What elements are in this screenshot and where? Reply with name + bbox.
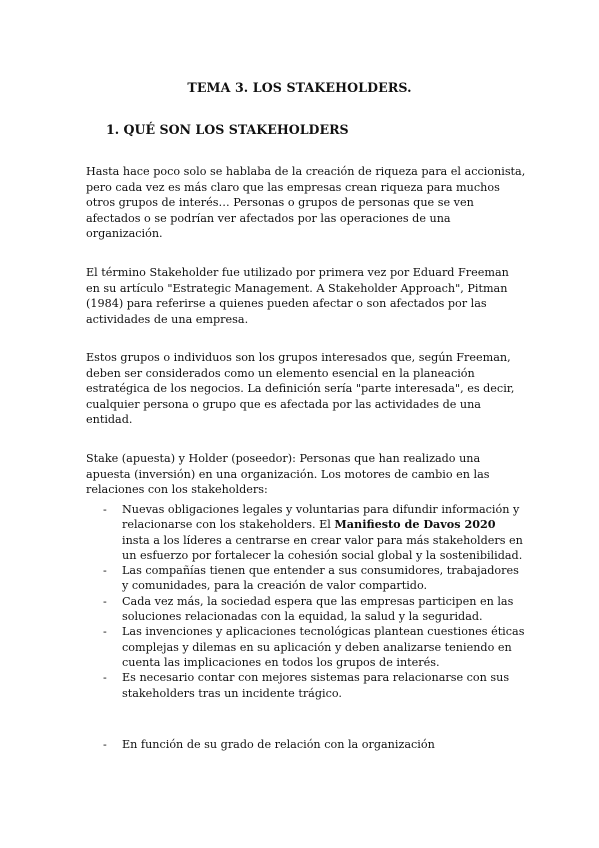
document-title: TEMA 3. LOS STAKEHOLDERS. (187, 80, 412, 95)
bullet-dash: - (103, 503, 107, 516)
bullet-dash: - (103, 671, 107, 685)
paragraph-1: Hasta hace poco solo se hablaba de la creación de riqueza para el accionista, pero cada vez es más claro que las empresas crean riqueza para muchos otros grupos de interés… Personas o grupos de personas que se ven afectados o se podrían ver afectados por las operaciones de una organización. (86, 165, 526, 240)
bullet-dash: - (103, 594, 107, 608)
list-item-text-cont: insta a los líderes a centrarse en crear valor para más stakeholders en un esfuerzo por fortalecer la cohesión social global y la sostenibilidad. (122, 533, 523, 562)
list-item-bold-text: Manifiesto de Davos 2020 (334, 517, 496, 532)
list-item (86, 502, 526, 563)
bullet-list-secondary (86, 737, 526, 752)
paragraph-4: Stake (apuesta) y Holder (poseedor): Personas que han realizado una apuesta (inversión) en una organización. Los motores de cambio en las relaciones con los stakeholders: (86, 452, 490, 496)
list-item-text: Cada vez más, la sociedad espera que las empresas participen en las soluciones relacionadas con la equidad, la salud y la seguridad. (122, 594, 514, 624)
list-item (86, 737, 526, 752)
list-item (86, 624, 526, 670)
bullet-dash: - (103, 564, 107, 578)
bullet-dash: - (103, 625, 107, 639)
list-item (86, 594, 526, 625)
section-heading: 1. QUÉ SON LOS STAKEHOLDERS (106, 122, 349, 137)
list-item-text: En función de su grado de relación con la organización (122, 738, 435, 751)
list-item (86, 670, 526, 701)
bullet-dash: - (103, 738, 107, 751)
list-item-text: Las invenciones y aplicaciones tecnológicas plantean cuestiones éticas complejas y dilemas en su aplicación y deben analizarse teniendo en cuenta las implicaciones en todos los grupos de interés. (122, 625, 525, 669)
bullet-list (86, 502, 526, 701)
list-item-text: Nuevas obligaciones legales y voluntarias para difundir información y relacionarse con los stakeholders. El (122, 503, 520, 532)
list-item-text: Es necesario contar con mejores sistemas para relacionarse con sus stakeholders tras un incidente trágico. (122, 671, 510, 700)
list-item-text: Las compañías tienen que entender a sus consumidores, trabajadores y comunidades, para la creación de valor compartido. (122, 564, 519, 593)
paragraph-3: Estos grupos o individuos son los grupos interesados que, según Freeman, deben ser considerados como un elemento esencial en la planeación estratégica de los negocios. La definición sería "parte interesada", es decir, cualquier persona o grupo que es afectada por las actividades de una entidad. (86, 351, 515, 426)
paragraph-2: El término Stakeholder fue utilizado por primera vez por Eduard Freeman en su artículo "Estrategic Management. A Stakeholder Approach", Pitman (1984) para referirse a quienes pueden afectar o son afectados por las actividades de una empresa. (86, 266, 509, 326)
list-item (86, 563, 526, 594)
